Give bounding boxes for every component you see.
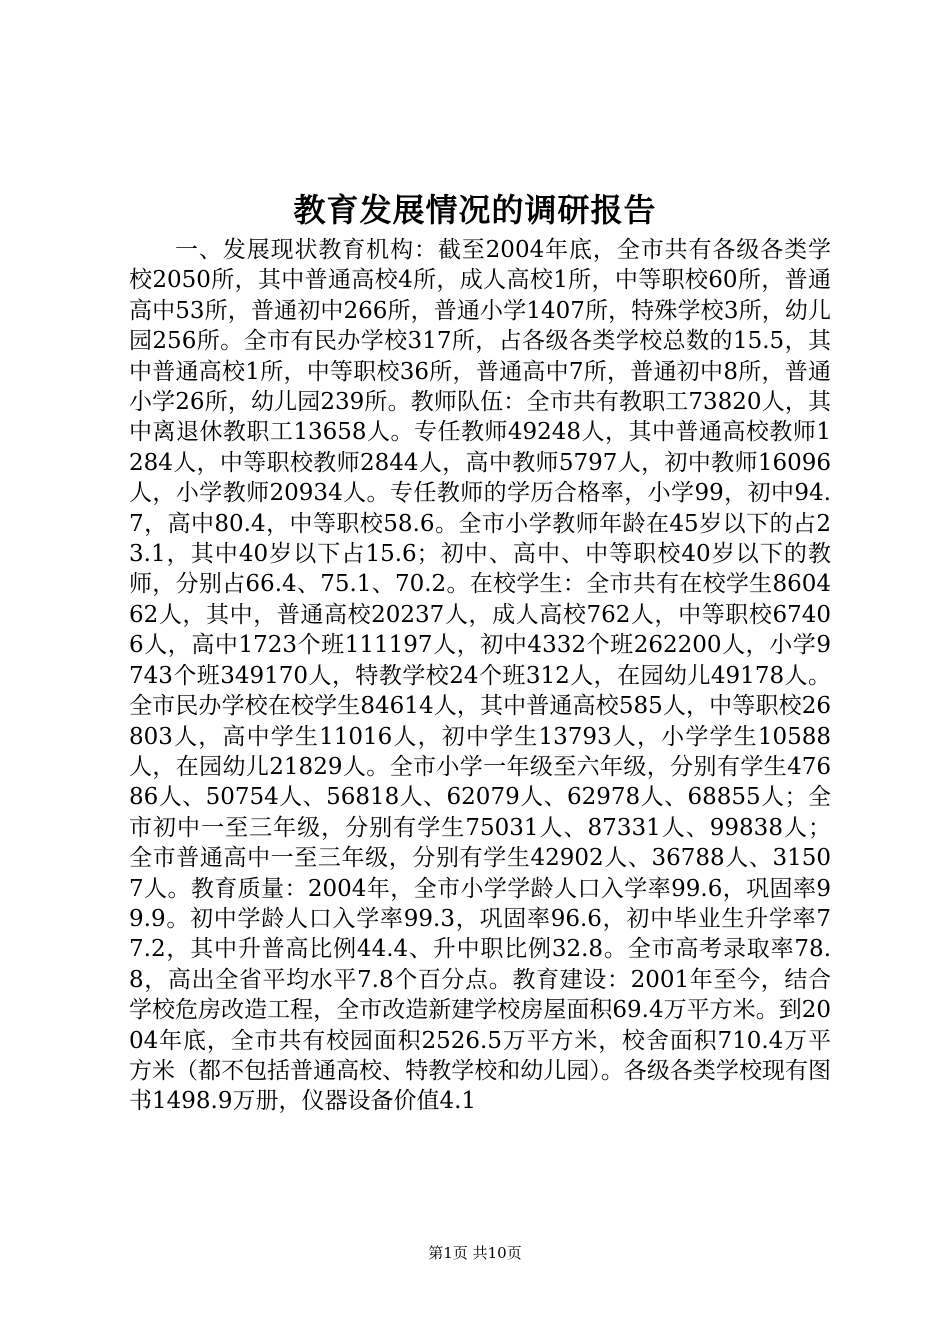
document-title: 教育发展情况的调研报告 [293,191,657,229]
document-body-paragraph: 一、发展现状教育机构：截至2004年底，全市共有各级各类学校2050所，其中普通高校4所，成人高校1所，中等职校60所，普通高中53所，普通初中266所，普通小学1407所，特殊学校3所，幼儿园256所。全市有民办学校317所，占各级各类学校总数的15.5，其中普通高校1所，中等职校36所，普通高中7所，普通初中8所，普通小学26所，幼儿园239所。教师队伍：全市共有教职工73820人，其中离退休教职工13658人。专任教师49248人，其中普通高校教师1284人，中等职校教师2844人，高中教师5797人，初中教师16096人，小学教师20934人。专任教师的学历合格率，小学99，初中94.7，高中80.4，中等职校58.6。全市小学教师年龄在45岁以下的占23.1，其中40岁以下占15.6；初中、高中、中等职校40岁以下的教师，分别占66.4、75.1、70.2。在校学生：全市共有在校学生860462人，其中，普通高校20237人，成人高校762人，中等职校67406人，高中1723个班111197人，初中4332个班262200人，小学9743个班349170人，特教学校24个班312人，在园幼儿49178人。全市民办学校在校学生84614人，其中普通高校585人，中等职校26803人，高中学生11016人，初中学生13793人，小学学生10588人，在园幼儿21829人。全市小学一年级至六年级，分别有学生47686人、50754人、56818人、62079人、62978人、68855人；全市初中一至三年级，分别有学生75031人、87331人、99838人；全市普通高中一至三年级，分别有学生42902人、36788人、31507人。教育质量：2004年，全市小学学龄人口入学率99.6，巩固率99.9。初中学龄人口入学率99.3，巩固率96.6，初中毕业生升学率77.2，其中升普高比例44.4、升中职比例32.8。全市高考录取率78.8，高出全省平均水平7.8个百分点。教育建设：2001年至今，结合学校危房改造工程，全市改造新建学校房屋面积69.4万平方米。到2004年底，全市共有校园面积2526.5万平方米，校舍面积710.4万平方米（都不包括普通高校、特教学校和幼儿园）。各级各类学校现有图书1498.9万册，仪器设备价值4.1 [129,237,831,1115]
page-number-footer: 第1页 共10页 [428,1244,522,1262]
